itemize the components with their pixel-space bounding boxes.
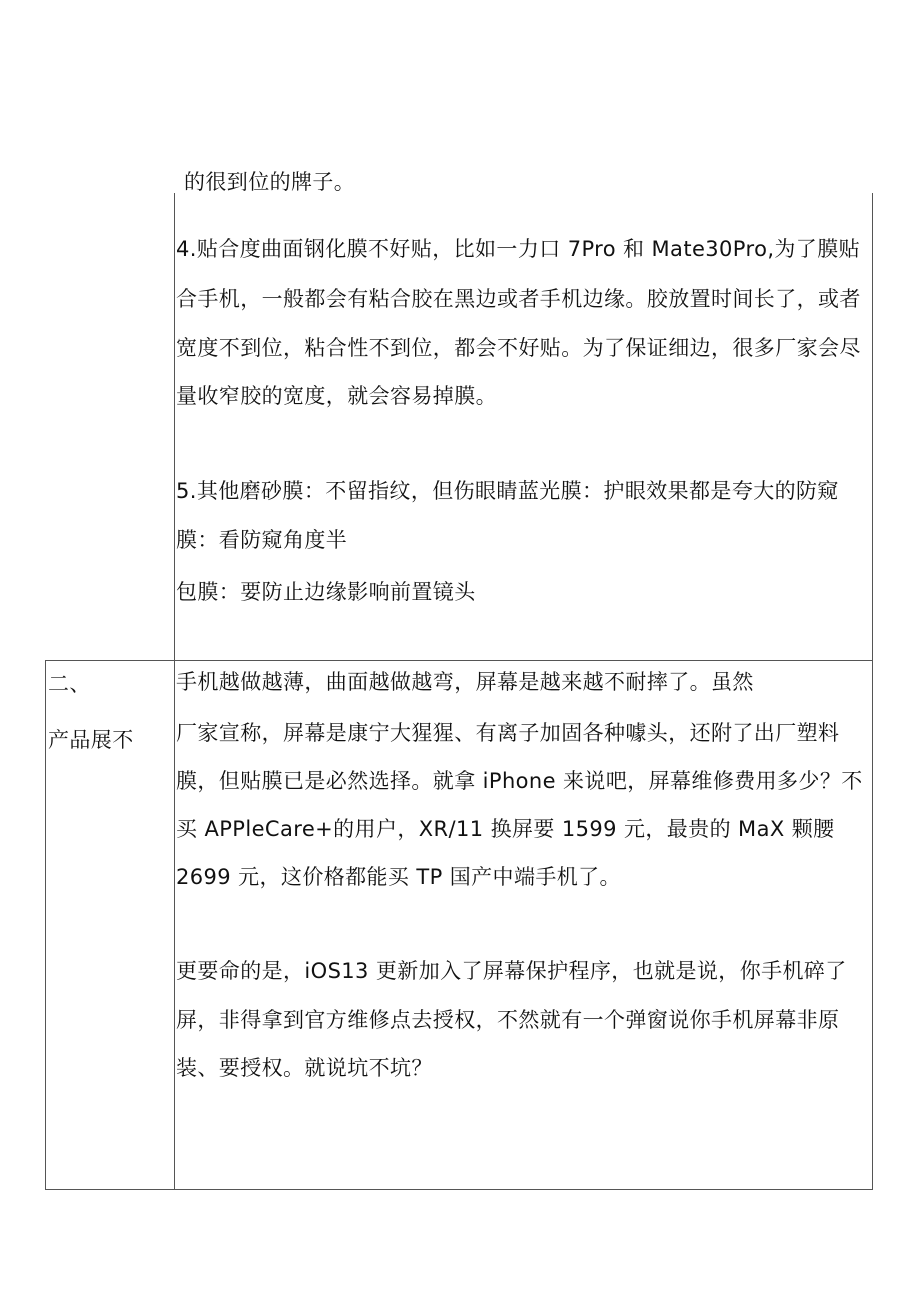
table-row-divider [45,660,873,661]
text-line: 膜：看防窥角度半 [176,528,348,552]
text-line: 宽度不到位，粘合性不到位，都会不好贴。为了保证细边，很多厂家会尽 [176,336,861,360]
table-bottom-border [45,1189,873,1190]
text-line: 更要命的是，iOS13 更新加入了屏幕保护程序，也就是说，你手机碎了 [176,959,847,983]
table-column-divider [174,193,175,1190]
text-line: 4.贴合度曲面钢化膜不好贴，比如一力口 7Pro 和 Mate30Pro,为了膜贴 [176,237,860,261]
text-line: 装、要授权。就说坑不坑？ [176,1056,433,1080]
text-line: 厂家宣称，屏幕是康宁大猩猩、有离子加固各种噱头，还附了出厂塑料 [176,721,840,745]
text-line: 合手机，一般都会有粘合胶在黑边或者手机边缘。胶放置时间长了，或者 [176,287,861,311]
text-line: 2699 元，这价格都能买 TP 国产中端手机了。 [176,865,621,889]
text-line: 包膜：要防止边缘影响前置镜头 [176,580,476,604]
table-right-border [872,193,873,1190]
text-line: 屏，非得拿到官方维修点去授权，不然就有一个弹窗说你手机屏幕非原 [176,1008,840,1032]
continuation-line: 的很到位的牌子。 [184,170,356,194]
text-line: 膜，但贴膜已是必然选择。就拿 iPhone 来说吧，屏幕维修费用多少？不 [176,769,863,793]
text-line: 买 APPleCare+的用户，XR/11 换屏要 1599 元，最贵的 MaX 颗腰 [176,817,835,841]
text-line: 手机越做越薄，曲面越做越弯，屏幕是越来越不耐摔了。虽然 [176,670,754,694]
text-line: 5.其他磨砂膜：不留指纹，但伤眼睛蓝光膜：护眼效果都是夸大的防窥 [176,479,839,503]
section-heading: 产品展不 [48,728,134,752]
text-line: 量收窄胶的宽度，就会容易掉膜。 [176,384,497,408]
table-left-border [45,660,46,1190]
section-number: 二、 [48,672,91,696]
